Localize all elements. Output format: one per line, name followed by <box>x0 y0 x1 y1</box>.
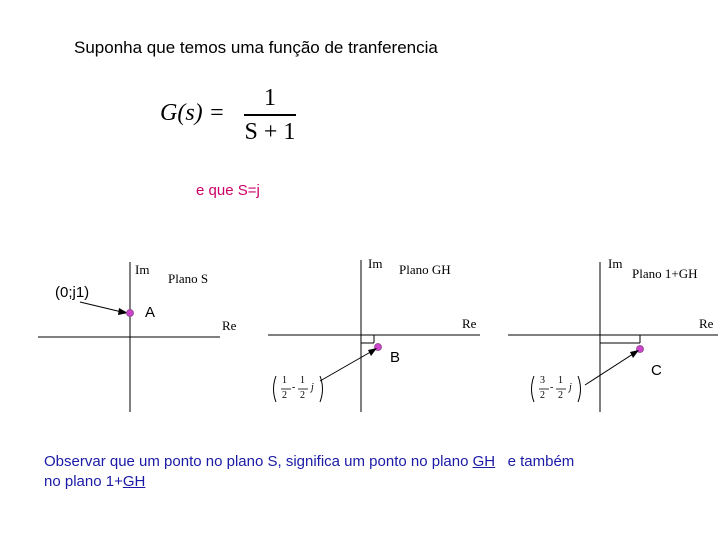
observation-gh: GH <box>472 453 496 470</box>
gh-plane-re-label: Re <box>462 316 477 331</box>
c-re-num: 3 <box>540 375 545 386</box>
label-a: A <box>145 304 156 321</box>
equation-lhs-text: G(s) = <box>160 100 225 126</box>
c-im-num: 1 <box>558 375 563 386</box>
b-left-paren <box>274 376 277 402</box>
equation-numerator: 1 <box>264 85 276 111</box>
gh-plane-name: Plano GH <box>399 262 451 277</box>
arrow-to-b-head <box>368 348 377 356</box>
one-gh-plane-re-label: Re <box>699 316 714 331</box>
point-a <box>127 310 134 317</box>
point-coordinate-label: (0;j1) <box>55 284 90 301</box>
b-sign: - <box>292 382 296 393</box>
arrow-to-b <box>320 350 374 381</box>
equation-denominator: S + 1 <box>244 118 296 145</box>
label-b: B <box>390 349 401 366</box>
s-plane-re-label: Re <box>222 318 237 333</box>
b-im-num: 1 <box>300 375 305 386</box>
observation-part3: no plano 1+ <box>44 473 123 490</box>
gh-plane-im-label: Im <box>368 256 383 271</box>
b-re-den: 2 <box>282 390 287 401</box>
observation-part1: Observar que um ponto no plano S, significa um ponto no plano <box>44 453 473 470</box>
label-c: C <box>651 362 662 379</box>
one-gh-plane-im-label: Im <box>608 256 623 271</box>
c-sign: - <box>550 382 554 393</box>
c-unit: j <box>569 382 572 393</box>
b-re-num: 1 <box>282 375 287 386</box>
c-re-den: 2 <box>540 390 545 401</box>
c-im-den: 2 <box>558 390 563 401</box>
c-right-paren <box>578 376 581 402</box>
arrow-to-c <box>585 352 636 385</box>
arrow-to-c-head <box>630 350 639 358</box>
b-unit: j <box>311 382 314 393</box>
observation-part2: e também <box>495 453 575 470</box>
s-equals-j-text: e que S=j <box>196 182 260 199</box>
observation-gh2: GH <box>122 473 146 490</box>
s-plane-name: Plano S <box>168 271 209 286</box>
c-left-paren <box>532 376 535 402</box>
b-im-den: 2 <box>300 390 305 401</box>
page-title: Suponha que temos uma função de tranferencia <box>74 38 438 57</box>
s-plane-im-label: Im <box>135 262 150 277</box>
one-gh-plane-name: Plano 1+GH <box>632 266 698 281</box>
observation-text <box>44 452 574 492</box>
